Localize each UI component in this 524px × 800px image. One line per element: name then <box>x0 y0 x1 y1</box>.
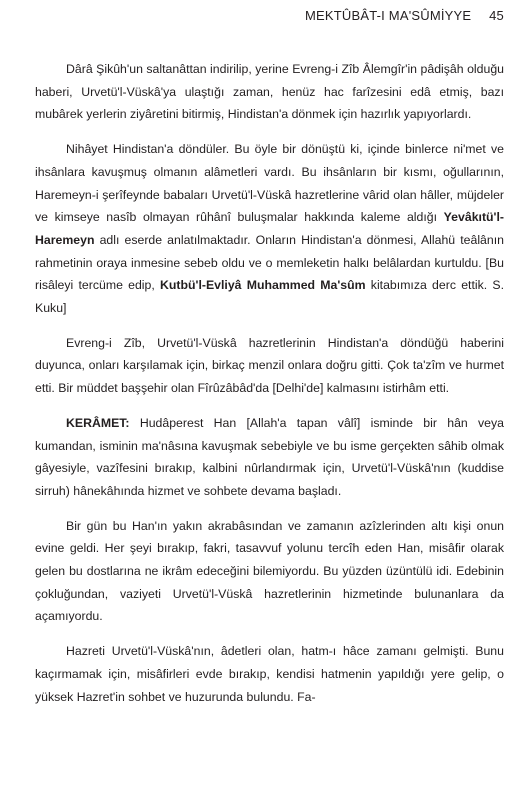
running-header <box>305 8 504 23</box>
page-number: 45 <box>489 8 504 23</box>
paragraph-6: Hazreti Urvetü'l-Vüskâ'nın, âdetleri olan, hatm-ı hâce zamanı gelmişti. Bunu kaçırmamak için, misâfirleri evde bırakıp, kendisi hatmenin yapıldığı yere gelip, o yüksek Hazret'in sohbet ve huzurunda bulundu. Fa- <box>35 644 504 704</box>
paragraph-4-text: Hudâperest Han [Allah'a tapan vâlî] isminde bir hân veya kumandan, isminin ma'nâsına kavuşmak sebebiyle ve bu isme gerçekten sâhib olmak gâyesiyle, vazîfesini bırakıp, kalbini nûrlandırmak için, Urvetü'l-Vüskâ'nın (kuddise sirruh) hânekâhında hizmet ve sohbete devama başladı. <box>35 415 504 498</box>
paragraph-5: Bir gün bu Han'ın yakın akrabâsından ve zamanın azîzlerinden altı kişi onun evine geldi. Her şeyi bırakıp, fakri, tasavvuf yolunu tercîh eden Han, misâfir olarak gelen bu dostlarına ne ikrâm edeceğini bilemiyordu. Bu yüzden üzüntülü idi. Edebinin çokluğundan, vaziyeti Urvetü'l-Vüskâ hazretlerinin hizmetinde bulunanlara da açamıyordu. <box>35 518 504 624</box>
book-title-kutbul-evliya: Kutbü'l-Evliyâ Muhammed Ma'sûm <box>160 278 366 293</box>
paragraph-4 <box>35 412 504 503</box>
book-title-yevakitul-haremeyn: Yevâkıtü'l-Haremeyn <box>35 210 504 247</box>
paragraph-1: Dârâ Şikûh'un saltanâttan indirilip, yerine Evreng-i Zîb Âlemgîr'in pâdişâh olduğu haberi, Urvetü'l-Vüskâ'ya ulaştığı zaman, henüz hac farîzesini edâ etmiş, bazı mubârek yerlerin ziyâretini bitirmiş, Hindistan'a dönmek için hazırlık yapıyorlardı. <box>35 62 504 122</box>
body-text <box>35 58 504 708</box>
paragraph-3: Evreng-i Zîb, Urvetü'l-Vüskâ hazretlerinin Hindistan'a döndüğü haberini duyunca, onları karşılamak için, birkaç menzil onlara doğru gitti. Çok ta'zîm ve hurmet etti. Bir müddet başşehir olan Fîrûzâbâd'da [Delhi'de] kalmasını istirhâm etti. <box>35 335 504 396</box>
paragraph-2-text-2: adlı eserde anlatılmaktadır. Onların Hindistan'a dönmesi, Allahü teâlânın rahmetinin oraya inmesine sebeb oldu ve o memleketin halkı belâlardan kurtuldu. [Bu risâleyi tercüme edip, <box>35 232 504 293</box>
paragraph-2-text-1: Nihâyet Hindistan'a döndüler. Bu öyle bir dönüştü ki, içinde binlerce ni'met ve ihsânlara kavuşmuş olmanın alâmetleri vardı. Bu ihsânların bir kısmı, oğullarının, Haremeyn-i şerîfeynde babaları Urvetü'l-Vüskâ hazretlerine vârid olan hâller, müjdeler ve kimseye nasîb olmayan rûhânî buluşmalar hakkında kaleme aldığı <box>35 142 504 225</box>
paragraph-2 <box>35 138 504 320</box>
running-title: MEKTÛBÂT-I MA'SÛMİYYE <box>304 8 472 23</box>
keramet-label: KERÂMET: <box>66 415 130 430</box>
paragraph-2-text-3: kitabımıza derc ettik. S. Kuku] <box>35 278 504 316</box>
